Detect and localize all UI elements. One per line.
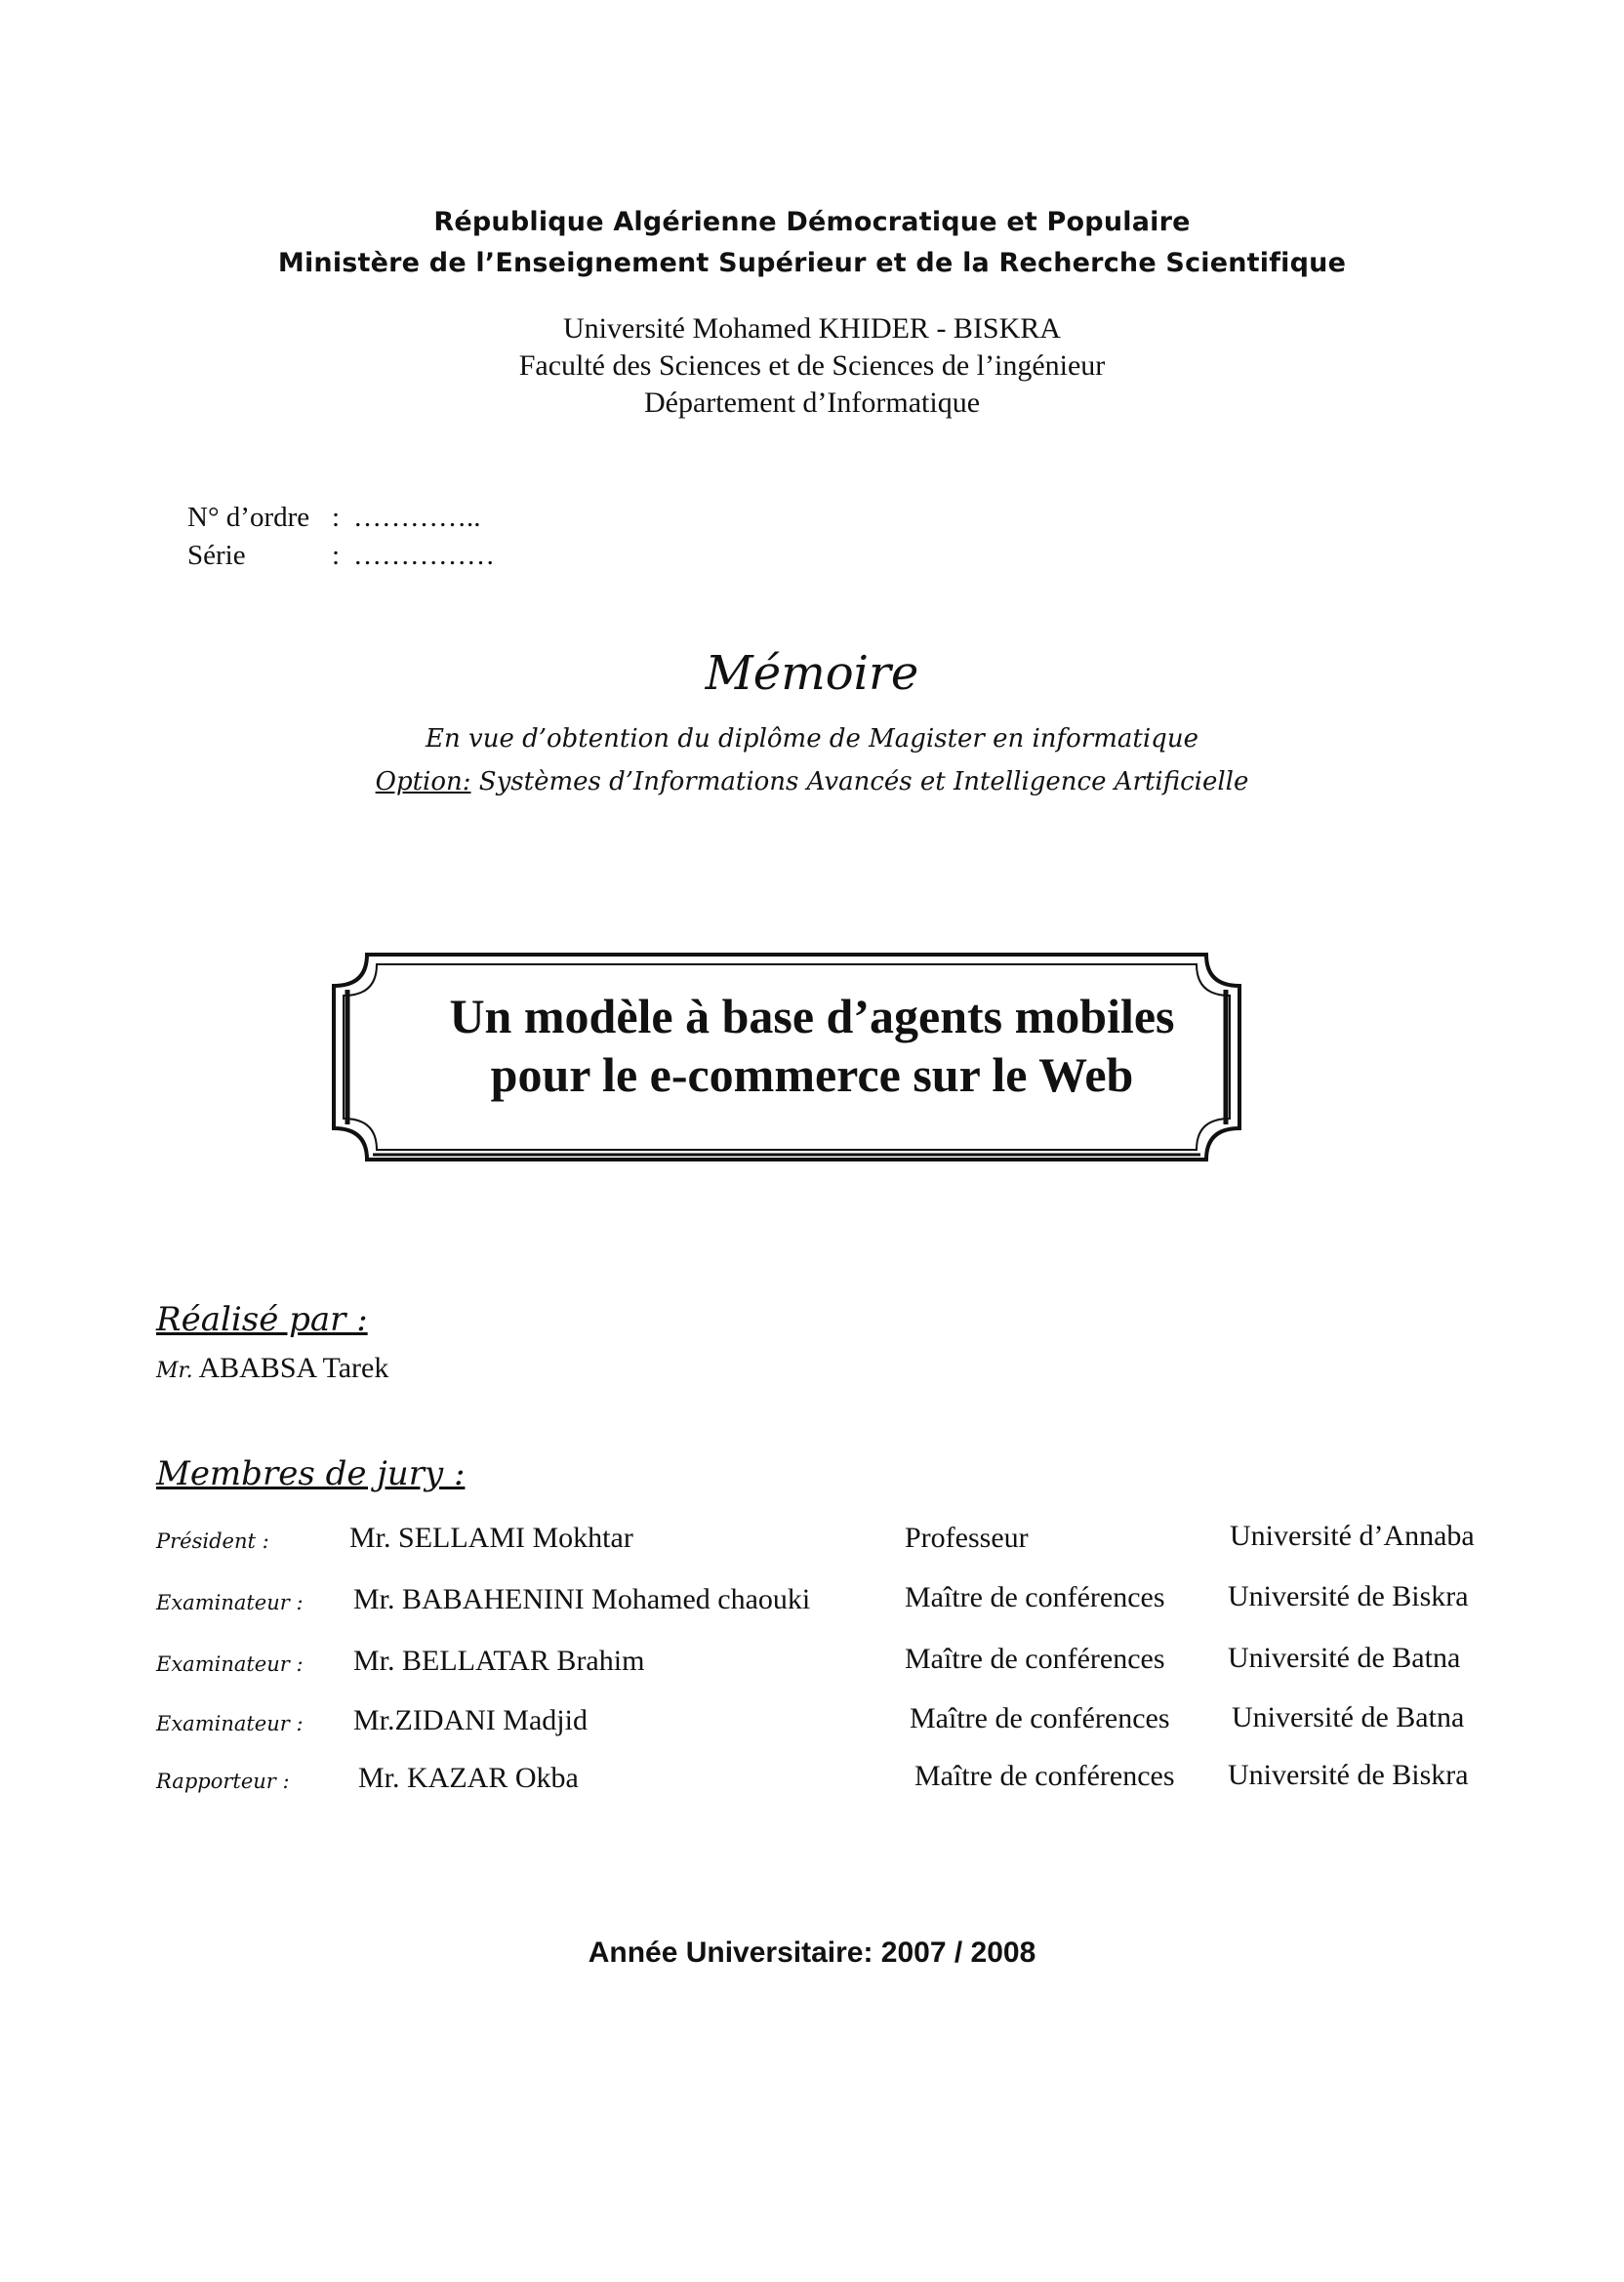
author-line (156, 1352, 388, 1385)
jury-role: Examinateur : (156, 1652, 304, 1676)
option-label: Option: (375, 767, 471, 796)
jury-role: Président : (156, 1529, 269, 1553)
diploma-line: En vue d’obtention du diplôme de Magister en informatique (426, 724, 1198, 754)
option-line (0, 767, 1624, 796)
jury-institution: Université de Biskra (1228, 1580, 1469, 1612)
author-prefix: Mr. (156, 1359, 193, 1383)
author-name: ABABSA Tarek (192, 1352, 389, 1384)
order-number-colon: : (332, 502, 341, 533)
jury-role: Rapporteur : (156, 1770, 290, 1793)
thesis-title-line1: Un modèle à base d’agents mobiles (449, 989, 1175, 1043)
jury-name: Mr.ZIDANI Madjid (353, 1704, 588, 1736)
jury-grade: Professeur (905, 1522, 1029, 1554)
republic-heading: République Algérienne Démocratique et Populaire (433, 207, 1191, 237)
jury-role: Examinateur : (156, 1712, 304, 1735)
jury-institution: Université d’Annaba (1230, 1520, 1475, 1552)
order-number-value: ………….. (353, 502, 481, 533)
ministry-heading: Ministère de l’Enseignement Supérieur et de la Recherche Scientifique (277, 248, 1347, 278)
jury-name: Mr. KAZAR Okba (358, 1762, 579, 1794)
jury-name: Mr. BELLATAR Brahim (353, 1645, 645, 1677)
jury-grade: Maître de conférences (905, 1643, 1165, 1675)
jury-institution: Université de Biskra (1228, 1759, 1469, 1791)
author-section-label: Réalisé par : (156, 1300, 368, 1339)
series-label: Série (187, 540, 246, 571)
jury-grade: Maître de conférences (914, 1760, 1175, 1792)
jury-name: Mr. BABAHENINI Mohamed chaouki (353, 1583, 811, 1615)
order-number-label: N° d’ordre (187, 502, 310, 533)
thesis-title-line2: pour le e-commerce sur le Web (490, 1047, 1134, 1102)
option-value: Systèmes d’Informations Avancés et Intelligence Artificielle (470, 767, 1249, 796)
academic-year: Année Universitaire: 2007 / 2008 (588, 1936, 1036, 1969)
series-colon: : (332, 540, 341, 571)
document-type-title: Mémoire (705, 646, 919, 701)
jury-section-label: Membres de jury : (156, 1454, 466, 1493)
jury-institution: Université de Batna (1228, 1642, 1461, 1674)
jury-grade: Maître de conférences (905, 1581, 1165, 1613)
faculty-name: Faculté des Sciences et de Sciences de l’ingénieur (518, 349, 1106, 382)
jury-grade: Maître de conférences (910, 1702, 1170, 1734)
jury-role: Examinateur : (156, 1591, 304, 1614)
university-name: Université Mohamed KHIDER - BISKRA (563, 312, 1061, 345)
jury-name: Mr. SELLAMI Mokhtar (349, 1522, 633, 1554)
jury-institution: Université de Batna (1232, 1701, 1465, 1733)
series-value: …………… (353, 540, 495, 571)
department-name: Département d’Informatique (643, 387, 981, 419)
